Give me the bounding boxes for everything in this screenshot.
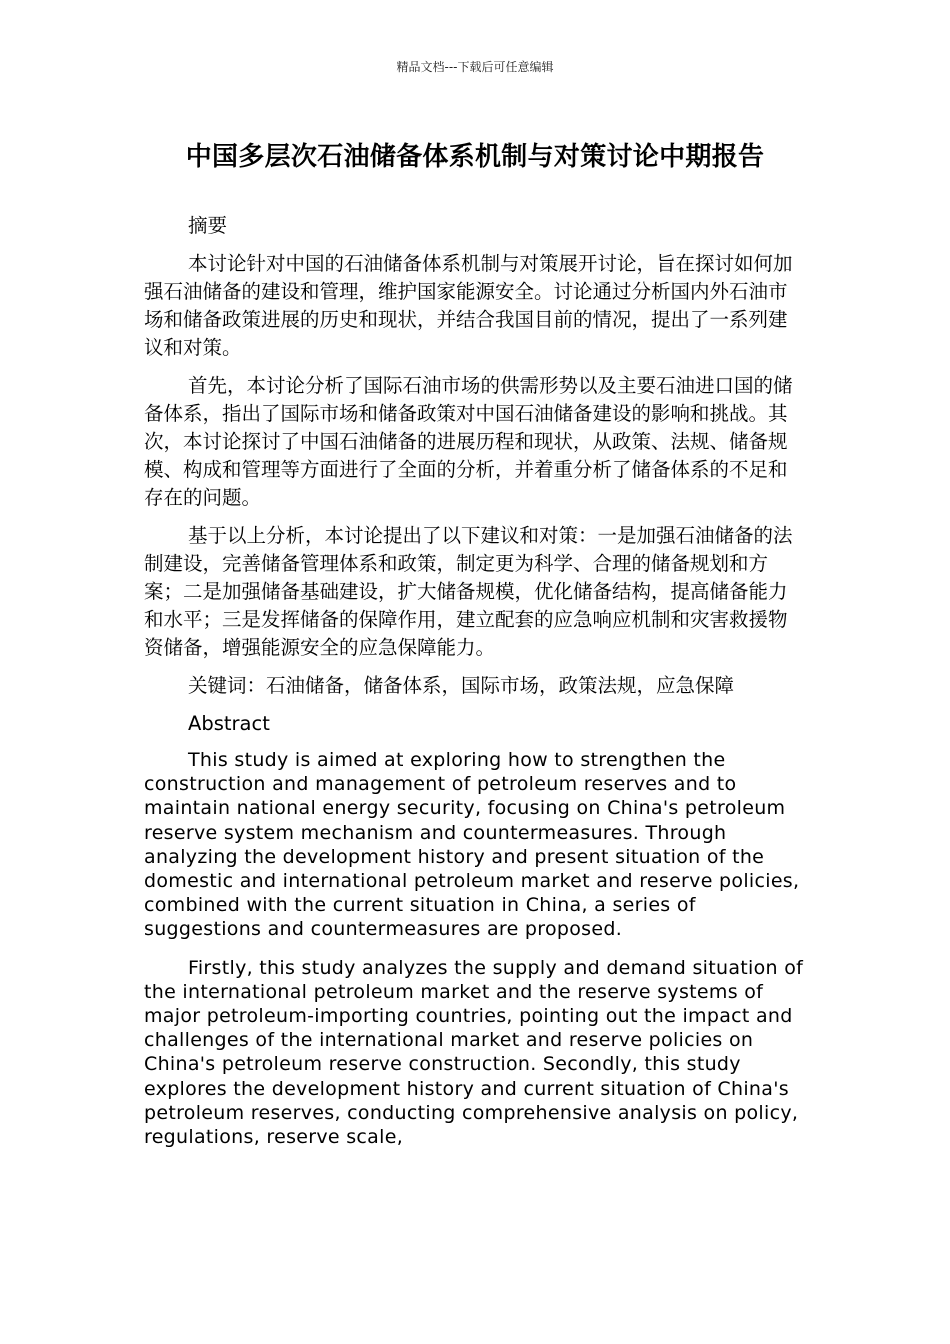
keywords-zh: 关键词：石油储备，储备体系，国际市场，政策法规，应急保障 (188, 674, 735, 697)
document-body (144, 212, 806, 1163)
abstract-paragraph-en: Firstly, this study analyzes the supply and demand situation of the international petroleum market and the reserve systems of major petroleum-importing countries, pointing out the impact and challenges of the international market and reserve policies on China's petroleum reserve construction. Secondly, this study explores the development history and current situation of China's petroleum reserves, conducting comprehensive analysis on policy, regulations, reserve scale, (144, 956, 804, 1149)
abstract-paragraph-zh: 首先，本讨论分析了国际石油市场的供需形势以及主要石油进口国的储备体系，指出了国际市场和储备政策对中国石油储备建设的影响和挑战。其次，本讨论探讨了中国石油储备的进展历程和现状，从政策、法规、储备规模、构成和管理等方面进行了全面的分析，并着重分析了储备体系的不足和存在的问题。 (144, 374, 793, 509)
abstract-paragraph-zh: 本讨论针对中国的石油储备体系机制与对策展开讨论，旨在探讨如何加强石油储备的建设和管理，维护国家能源安全。讨论通过分析国内外石油市场和储备政策进展的历史和现状，并结合我国目前的情况，提出了一系列建议和对策。 (144, 252, 793, 359)
abstract-paragraph-zh: 基于以上分析，本讨论提出了以下建议和对策：一是加强石油储备的法制建设，完善储备管理体系和政策，制定更为科学、合理的储备规划和方案；二是加强储备基础建设，扩大储备规模，优化储备结构，提高储备能力和水平；三是发挥储备的保障作用，建立配套的应急响应机制和灾害救援物资储备，增强能源安全的应急保障能力。 (144, 524, 793, 659)
abstract-heading-zh: 摘要 (188, 214, 228, 237)
document-title: 中国多层次石油储备体系机制与对策讨论中期报告 (185, 142, 765, 172)
page-header: 精品文档---下载后可任意编辑 (396, 60, 554, 74)
abstract-heading-en: Abstract (188, 712, 270, 735)
abstract-paragraph-en: This study is aimed at exploring how to strengthen the construction and management of petroleum reserves and to maintain national energy security, focusing on China's petroleum reserve system mechanism and countermeasures. Through analyzing the development history and present situation of the domestic and international petroleum market and reserve policies, combined with the current situation in China, a series of suggestions and countermeasures are proposed. (144, 749, 800, 941)
